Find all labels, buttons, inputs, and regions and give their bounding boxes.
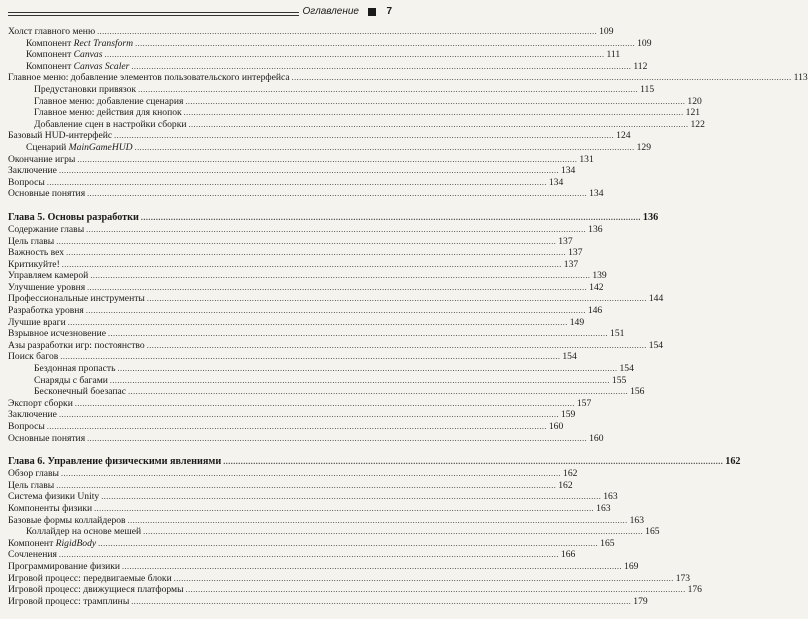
entry-title: Основные понятия (8, 432, 86, 444)
dot-leader: ........................................................................................................................................................................................................ (56, 480, 557, 490)
entry-title: Профессиональные инструменты (8, 293, 145, 305)
toc-entry (8, 363, 634, 375)
entry-page: 156 (630, 386, 645, 398)
entry-page: 134 (548, 176, 564, 188)
entry-title: Игровой процесс: движущиеся платформы (8, 584, 184, 596)
dot-leader: ........................................................................................................................................................................................................ (66, 248, 567, 258)
toc-entry (8, 374, 627, 387)
entry-title: Система физики Unity (8, 491, 100, 503)
entry-page: 109 (599, 26, 614, 37)
chapter-page: 162 (725, 456, 741, 468)
entry-page: 162 (563, 468, 578, 480)
toc-entry (8, 235, 573, 248)
dot-leader: ........................................................................................................................................................................................................ (138, 84, 639, 94)
toc-entry (8, 339, 664, 352)
dot-leader: ........................................................................................................................................................................................................ (86, 224, 587, 234)
entry-title: Добавление сцен в настройки сборки (8, 119, 189, 131)
entry-page: 173 (675, 572, 691, 584)
dot-leader: ........................................................................................................................................................................................................ (143, 527, 644, 537)
dot-leader: ........................................................................................................................................................................................................ (74, 398, 575, 408)
entry-page: 160 (548, 421, 564, 432)
entry-title: Компонент Canvas (8, 49, 104, 61)
dot-leader: ........................................................................................................................................................................................................ (101, 492, 602, 502)
toc-entry (8, 26, 614, 38)
toc-entry (8, 386, 645, 398)
entry-page: 134 (589, 188, 604, 200)
entry-page: 136 (588, 223, 603, 235)
dot-leader: ........................................................................................................................................................................................................ (223, 457, 724, 467)
dot-leader: ........................................................................................................................................................................................................ (77, 154, 578, 164)
dot-leader: ........................................................................................................................................................................................................ (117, 364, 618, 374)
dot-leader: ........................................................................................................................................................................................................ (185, 585, 686, 595)
entry-title: Окончание игры (8, 153, 76, 165)
entry-page: 124 (616, 130, 631, 142)
table-of-contents (8, 26, 808, 607)
entry-page: 149 (569, 316, 585, 328)
dot-leader: ........................................................................................................................................................................................................ (127, 515, 628, 525)
toc-entry (8, 409, 576, 421)
toc-entry (8, 281, 604, 294)
entry-page: 176 (687, 584, 702, 596)
entry-title: Сочленения (8, 549, 57, 561)
toc-entry (8, 83, 655, 96)
dot-leader: ........................................................................................................................................................................................................ (67, 317, 568, 327)
entry-title: Базовый HUD-интерфейс (8, 130, 113, 142)
dot-leader: ........................................................................................................................................................................................................ (58, 550, 559, 560)
entry-page: 179 (633, 595, 648, 607)
toc-entry (8, 479, 573, 492)
entry-page: 120 (687, 95, 702, 107)
dot-leader: ........................................................................................................................................................................................................ (134, 142, 635, 152)
entry-title: Цель главы (8, 235, 55, 247)
entry-page: 113 (793, 72, 808, 84)
dot-leader: ........................................................................................................................................................................................................ (61, 469, 562, 479)
entry-title: Компонент RigidBody (8, 537, 97, 549)
entry-title: Важность вех (8, 247, 65, 259)
entry-page: 112 (633, 60, 648, 72)
entry-title: Цель главы (8, 479, 55, 491)
toc-entry (8, 468, 578, 480)
entry-page: 162 (558, 479, 573, 491)
entry-page: 137 (568, 247, 583, 259)
entry-title: Главное меню: действия для кнопок (8, 107, 184, 119)
toc-entry (8, 526, 660, 538)
chapter-heading (8, 211, 659, 224)
entry-title: Улучшение уровня (8, 281, 86, 293)
entry-title: Заключение (8, 409, 57, 421)
chapter-heading (8, 455, 741, 468)
entry-page: 154 (648, 339, 664, 351)
toc-entry (8, 118, 705, 131)
toc-entry (8, 316, 585, 329)
dot-leader: ........................................................................................................................................................................................................ (58, 166, 559, 176)
dot-leader: ........................................................................................................................................................................................................ (109, 375, 610, 385)
toc-entry (8, 72, 808, 84)
page-number: 7 (386, 6, 392, 17)
entry-page: 111 (606, 49, 621, 61)
dot-leader: ........................................................................................................................................................................................................ (87, 433, 588, 443)
toc-entry (8, 491, 618, 503)
entry-page: 142 (589, 281, 604, 293)
entry-page: 137 (558, 235, 573, 247)
chapter-6-entries (8, 468, 702, 607)
dot-leader: ........................................................................................................................................................................................................ (291, 73, 792, 83)
entry-title: Компонент Canvas Scaler (8, 61, 131, 73)
toc-entry (8, 247, 583, 259)
entry-page: 144 (648, 293, 664, 305)
dot-leader: ........................................................................................................................................................................................................ (87, 282, 588, 292)
toc-entry (8, 107, 701, 119)
dot-leader: ........................................................................................................................................................................................................ (131, 61, 632, 71)
dot-leader: ........................................................................................................................................................................................................ (146, 340, 647, 350)
entry-title: Поиск багов (8, 351, 59, 363)
entry-page: 163 (603, 491, 618, 503)
entry-title: Базовые формы коллайдеров (8, 514, 126, 526)
dot-leader: ........................................................................................................................................................................................................ (58, 410, 559, 420)
toc-entry (8, 351, 577, 363)
entry-page: 165 (645, 526, 660, 538)
entry-page: 163 (596, 502, 611, 514)
entry-page: 154 (619, 363, 634, 375)
running-header (0, 6, 400, 20)
square-marker-icon (368, 8, 376, 16)
dot-leader: ........................................................................................................................................................................................................ (114, 131, 615, 141)
toc-block-continued (8, 26, 808, 200)
toc-entry (8, 223, 603, 236)
entry-title: Экспорт сборки (8, 397, 73, 409)
toc-entry (8, 305, 603, 317)
entry-title: Предустановки привязок (8, 84, 138, 96)
entry-page: 137 (563, 258, 579, 270)
entry-title: Разработка уровня (8, 305, 84, 317)
entry-page: 139 (592, 270, 607, 282)
entry-title: Основные понятия (8, 188, 86, 200)
dot-leader: ........................................................................................................................................................................................................ (185, 96, 686, 106)
dot-leader: ........................................................................................................................................................................................................ (87, 189, 588, 199)
entry-title: Сценарий MainGameHUD (8, 142, 135, 154)
section-title: Оглавление (299, 6, 362, 17)
entry-page: 121 (685, 107, 701, 119)
entry-page: 159 (560, 409, 576, 421)
entry-title: Программирование физики (8, 560, 121, 572)
dot-leader: ........................................................................................................................................................................................................ (188, 119, 689, 129)
entry-title: Обзор главы (8, 468, 60, 480)
entry-title: Управляем камерой (8, 270, 89, 282)
dot-leader: ........................................................................................................................................................................................................ (97, 27, 598, 36)
toc-entry (8, 270, 607, 282)
dot-leader: ........................................................................................................................................................................................................ (85, 306, 586, 316)
entry-title: Лучшие враги (8, 316, 66, 328)
entry-page: 151 (610, 328, 625, 340)
toc-entry (8, 537, 615, 550)
toc-entry (8, 432, 604, 445)
entry-page: 157 (576, 397, 592, 409)
toc-entry (8, 421, 564, 433)
entry-title: Вопросы (8, 421, 45, 432)
entry-title: Компоненты физики (8, 502, 93, 514)
dot-leader: ........................................................................................................................................................................................................ (131, 596, 632, 606)
toc-entry (8, 549, 576, 561)
toc-entry (8, 328, 625, 340)
entry-title: Игровой процесс: трамплины (8, 595, 130, 607)
toc-entry (8, 165, 576, 177)
entry-title: Вопросы (8, 176, 45, 188)
dot-leader: ........................................................................................................................................................................................................ (108, 329, 609, 339)
dot-leader: ........................................................................................................................................................................................................ (94, 503, 595, 513)
toc-entry (8, 397, 592, 410)
toc-entry (8, 188, 604, 200)
entry-page: 166 (560, 549, 576, 561)
chapter-5-entries (8, 223, 664, 444)
chapter-title: Глава 5. Основы разработки (8, 211, 139, 223)
toc-entry (8, 584, 702, 596)
entry-title: Заключение (8, 165, 57, 177)
dot-leader: ........................................................................................................................................................................................................ (135, 38, 636, 48)
toc-entry (8, 258, 579, 271)
toc-entry (8, 502, 611, 515)
entry-title: Главное меню: добавление элементов пользовательского интерфейса (8, 72, 290, 84)
dot-leader: ........................................................................................................................................................................................................ (90, 271, 591, 281)
toc-entry (8, 141, 651, 154)
chapter-title: Глава 6. Управление физическими явлениями (8, 456, 222, 468)
entry-page: 146 (587, 305, 603, 317)
entry-page: 163 (629, 514, 644, 526)
toc-entry (8, 595, 648, 608)
dot-leader: ........................................................................................................................................................................................................ (98, 538, 599, 548)
dot-leader: ........................................................................................................................................................................................................ (56, 236, 557, 246)
dot-leader: ........................................................................................................................................................................................................ (183, 108, 684, 118)
dot-leader: ........................................................................................................................................................................................................ (128, 387, 629, 397)
dot-leader: ........................................................................................................................................................................................................ (46, 422, 547, 431)
entry-title: Бесконечный боезапас (8, 386, 128, 398)
toc-entry (8, 153, 594, 166)
entry-title: Снаряды с багами (8, 375, 110, 387)
dot-leader: ........................................................................................................................................................................................................ (104, 50, 605, 60)
entry-page: 169 (624, 560, 639, 572)
dot-leader: ........................................................................................................................................................................................................ (60, 352, 561, 362)
chapter-page: 136 (642, 211, 659, 223)
toc-entry (8, 293, 664, 305)
entry-page: 154 (562, 351, 577, 363)
toc-entry (8, 37, 652, 50)
toc-entry (8, 176, 564, 189)
entry-page: 109 (637, 37, 652, 49)
toc-entry (8, 572, 691, 585)
entry-page: 160 (589, 432, 604, 444)
dot-leader: ........................................................................................................................................................................................................ (122, 561, 623, 571)
entry-page: 155 (611, 374, 627, 386)
entry-page: 134 (560, 165, 576, 177)
dot-leader: ........................................................................................................................................................................................................ (146, 294, 647, 304)
toc-entry (8, 49, 621, 61)
entry-title: Коллайдер на основе мешей (8, 526, 143, 538)
toc-entry (8, 60, 648, 73)
entry-page: 129 (636, 141, 651, 153)
toc-entry (8, 130, 631, 142)
entry-page: 122 (690, 118, 705, 130)
entry-page: 115 (640, 83, 655, 95)
entry-title: Главное меню: добавление сценария (8, 96, 185, 108)
entry-title: Игровой процесс: передвигаемые блоки (8, 572, 172, 584)
toc-entry (8, 560, 639, 573)
dot-leader: ........................................................................................................................................................................................................ (46, 177, 547, 187)
dot-leader: ........................................................................................................................................................................................................ (61, 259, 562, 269)
entry-title: Азы разработки игр: постоянство (8, 339, 145, 351)
entry-title: Компонент Rect Transform (8, 38, 135, 50)
entry-page: 165 (600, 537, 615, 549)
entry-page: 131 (579, 153, 594, 165)
entry-title: Критикуйте! (8, 258, 60, 270)
entry-title: Холст главного меню (8, 26, 96, 37)
entry-title: Взрывное исчезновение (8, 328, 107, 340)
entry-title: Бездонная пропасть (8, 363, 117, 375)
toc-entry (8, 95, 702, 108)
entry-title: Содержание главы (8, 223, 85, 235)
toc-entry (8, 514, 644, 527)
dot-leader: ........................................................................................................................................................................................................ (140, 212, 641, 222)
dot-leader: ........................................................................................................................................................................................................ (173, 573, 674, 583)
